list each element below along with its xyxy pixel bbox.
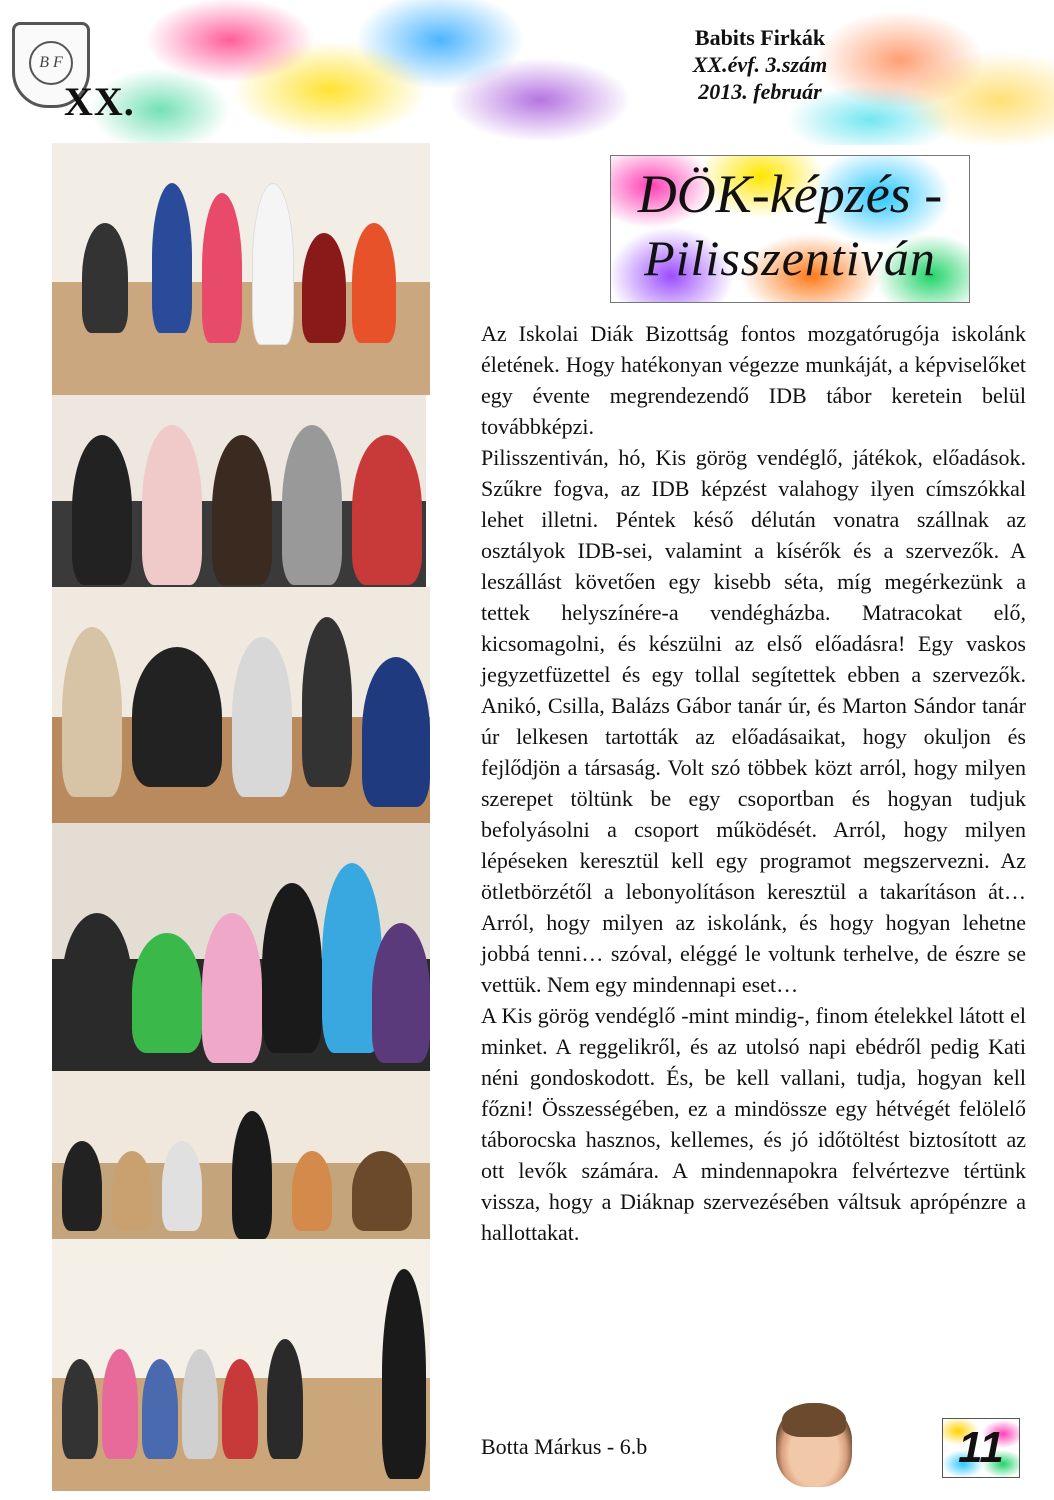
page-number: 11 xyxy=(942,1418,1020,1478)
photo-4 xyxy=(52,823,430,1071)
photo-1 xyxy=(52,143,430,395)
article-title-line-2: Pilisszentiván xyxy=(644,230,936,286)
author-signature: Botta Márkus - 6.b xyxy=(481,1434,648,1459)
article-paragraph: A Kis görög vendéglő -mint mindig-, finom ételekkel látott el minket. A reggelikről, és az utolsó napi ebédről pedig Kati néni gondoskodott. És, be kell vallani, tudja, hogyan kell főzni! Összességében, ez a mindössze egy hétvégét felölelő táborocska hasznos, kellemes, és jó időtöltést biztosított az ott levők számára. A mindennapokra felvértezve tértünk vissza, hogy a Diáknap szervezésében váltsuk aprópénzre a hallottakat. xyxy=(481,1003,1026,1245)
issue-date: 2013. február xyxy=(698,79,822,104)
issue-number: XX.évf. 3.szám xyxy=(692,52,828,77)
author-portrait xyxy=(776,1403,852,1487)
article-title-line-1: DÖK-képzés - xyxy=(637,164,943,224)
masthead xyxy=(640,24,880,105)
article-paragraph: Az Iskolai Diák Bizottság fontos mozgatórugója iskolánk életének. Hogy hatékonyan végezze munkáját, a képviselőket egy évente megrendezendő IDB tábor keretein belül továbbképzi. xyxy=(481,321,1026,439)
header-banner xyxy=(0,0,1054,145)
article-title-box xyxy=(610,155,970,303)
article-body xyxy=(481,318,1026,1248)
photo-2 xyxy=(52,395,426,587)
magazine-title: Babits Firkák xyxy=(694,25,826,50)
photo-6 xyxy=(52,1239,430,1491)
logo-monogram: B F xyxy=(29,41,73,85)
volume-mark: XX. xyxy=(64,79,135,124)
photo-3 xyxy=(52,587,430,823)
photo-5 xyxy=(52,1071,430,1239)
article-paragraph: Pilisszentiván, hó, Kis görög vendéglő, játékok, előadások. Szűkre fogva, az IDB képzést valahogy ilyen címszókkal lehet illetni. Péntek késő délután vonatra szállnak az osztályok IDB-sei, valamint a kísérők és a szervezők. A leszállást követően egy kisebb séta, míg megérkezünk a tettek helyszínére-a vendégházba. Matracokat elő, kicsomagolni, és készülni az első előadásra! Egy vaskos jegyzetfüzettel és egy tollal segítettek ebben a szervezők. Anikó, Csilla, Balázs Gábor tanár úr, és Marton Sándor tanár úr lelkesen tartották az előadásaikat, hogy okuljon és fejlődjön a társaság. Volt szó többek közt arról, hogy milyen szerepet töltünk be egy csoportban és hogyan tudjuk befolyásolni a csoport működését. Arról, hogy milyen lépéseken keresztül kell egy programot megszervezni. Az ötletbörzétől a lebonyolításon keresztül a takarításon át… Arról, hogy milyen az iskolánk, és hogy hogyan lehetne jobbá tenni… szóval, eléggé le voltunk terhelve, de észre se vettük. Nem egy mindennapi eset… xyxy=(481,445,1026,997)
